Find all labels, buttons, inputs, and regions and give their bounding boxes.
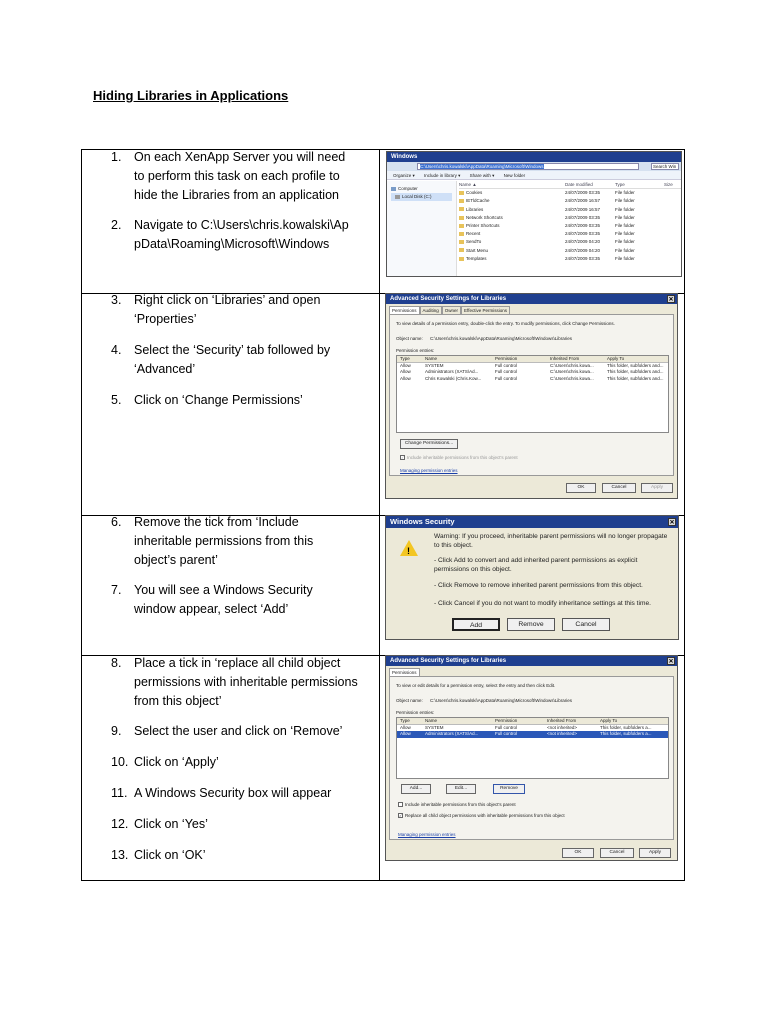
add-button[interactable]: Add... — [401, 784, 431, 794]
col-type[interactable]: Type — [615, 182, 625, 187]
file-list — [459, 181, 681, 276]
file-row[interactable]: Start Menu 24/07/2009 04:20 File folder — [459, 247, 681, 255]
file-row[interactable]: Recent 24/07/2009 03:35 File folder — [459, 230, 681, 238]
warning-text: Warning: If you proceed, inheritable parent permissions will no longer propagate to this object. — [434, 533, 668, 549]
include-library-menu[interactable]: Include in library ▾ — [424, 173, 461, 178]
folder-icon — [459, 207, 464, 211]
replace-child-permissions-checkbox[interactable]: ✓ Replace all child object permissions with inheritable permissions from this object — [399, 813, 565, 819]
close-icon[interactable]: ✕ — [668, 297, 674, 303]
share-with-menu[interactable]: Share with ▾ — [469, 173, 495, 178]
close-icon[interactable]: ✕ — [668, 659, 674, 665]
adv2-instruction: To view or edit details for a permission entry, select the entry and then click Edit. — [396, 683, 556, 688]
file-row[interactable]: Printer Shortcuts 24/07/2009 03:35 File folder — [459, 222, 681, 230]
explorer-toolbar — [387, 171, 681, 180]
ok-button[interactable]: OK — [566, 483, 596, 493]
search-input[interactable]: Search Win — [651, 163, 679, 170]
col-name[interactable]: Name ▲ — [459, 182, 477, 187]
permission-entries-label: Permission entries: — [396, 710, 435, 715]
explorer-screenshot — [386, 151, 682, 277]
include-inheritable-checkbox[interactable]: ✓ Include inheritable permissions from this object's parent — [401, 455, 518, 461]
advanced-security-screenshot — [385, 293, 678, 499]
organize-menu[interactable]: Organize ▾ — [393, 173, 415, 178]
folder-icon — [459, 240, 464, 244]
adv2-permission-table — [396, 717, 669, 779]
adv1-titlebar: Advanced Security Settings for Libraries ✕ — [386, 294, 677, 304]
nav-local-disk[interactable]: Local Disk (C:) — [391, 193, 452, 201]
cancel-button[interactable]: Cancel — [562, 618, 610, 631]
change-permissions-button[interactable]: Change Permissions... — [400, 439, 458, 449]
disk-icon — [395, 195, 400, 199]
warning-mark-icon: ! — [407, 546, 410, 556]
remove-button[interactable]: Remove — [507, 618, 555, 631]
checkbox-icon — [398, 802, 403, 807]
cancel-explanation: - Click Cancel if you do not want to modify inheritance settings at this time. — [434, 600, 651, 607]
table-row[interactable]: Allow Administrators (XATS\Ad... Full control <not inherited> This folder, subfolders a... — [397, 731, 668, 738]
file-row[interactable]: SendTo 24/07/2009 04:20 File folder — [459, 238, 681, 246]
permission-entries-label: Permission entries: — [396, 348, 435, 353]
object-name-value: C:\Users\chris.kowalski\AppData\Roaming\Microsoft\Windows\Libraries — [430, 336, 573, 341]
col-date[interactable]: Date modified — [565, 182, 593, 187]
file-row[interactable]: Network Shortcuts 24/07/2009 03:35 File folder — [459, 214, 681, 222]
navigation-pane — [387, 181, 457, 276]
file-row[interactable]: Templates 24/07/2009 03:35 File folder — [459, 255, 681, 263]
folder-icon — [459, 216, 464, 220]
tab-permissions[interactable]: Permissions — [389, 668, 420, 676]
adv1-tabs — [389, 306, 510, 314]
object-name-label: Object name: — [396, 698, 423, 703]
include-inheritable-checkbox[interactable]: Include inheritable permissions from this object's parent — [398, 802, 516, 807]
managing-permissions-link[interactable]: Managing permission entries — [400, 468, 458, 473]
file-row[interactable]: IETldCache 24/07/2009 16:57 File folder — [459, 197, 681, 205]
checkbox-icon: ✓ — [401, 455, 405, 461]
address-field[interactable]: C:\Users\chris.kowalski\AppData\Roaming\Microsoft\Windows — [417, 163, 639, 170]
file-list-header — [459, 181, 681, 189]
object-name-value: C:\Users\chris.kowalski\AppData\Roaming\Microsoft\Windows\Libraries — [430, 698, 573, 703]
ok-button[interactable]: OK — [562, 848, 594, 858]
table-header: Type Name Permission Inherited From Apply To — [397, 356, 668, 363]
new-folder-button[interactable]: New folder — [503, 173, 526, 178]
adv2-panel — [389, 676, 674, 840]
cancel-button[interactable]: Cancel — [602, 483, 636, 493]
remove-explanation: - Click Remove to remove inherited parent permissions from this object. — [434, 582, 643, 589]
cancel-button[interactable]: Cancel — [600, 848, 634, 858]
windows-security-screenshot — [385, 515, 679, 640]
object-name-label: Object name: — [396, 336, 423, 341]
table-header: Type Name Permission Inherited From Apply To — [397, 718, 668, 725]
folder-icon — [459, 199, 464, 203]
edit-button[interactable]: Edit... — [446, 784, 476, 794]
winsec-titlebar: Windows Security ✕ — [386, 516, 678, 528]
tab-permissions[interactable]: Permissions — [389, 306, 420, 314]
tab-effective-permissions[interactable]: Effective Permissions — [461, 306, 510, 314]
apply-button[interactable]: Apply — [641, 483, 673, 493]
table-row[interactable]: Allow Chris Kowalski (Chris.Kow... Full control C:\Users\chris.kowa... This folder, subfolders and... — [400, 375, 664, 381]
folder-icon — [459, 224, 464, 228]
table-row[interactable]: Allow Administrators (XATS\Ad... Full control C:\Users\chris.kowa... This folder, subfolders and... — [400, 369, 664, 374]
close-icon[interactable]: ✕ — [669, 520, 675, 526]
advanced-security-2-screenshot — [385, 655, 678, 861]
file-row[interactable]: Libraries 24/07/2009 16:57 File folder — [459, 206, 681, 214]
adv1-permission-table — [396, 355, 669, 433]
table-row[interactable]: Allow SYSTEM Full control <not inherited> This folder, subfolders a... — [400, 724, 652, 730]
managing-permissions-link[interactable]: Managing permission entries — [398, 832, 456, 837]
file-row[interactable]: Cookies 24/07/2009 03:35 File folder — [459, 189, 681, 197]
folder-icon — [459, 191, 464, 195]
folder-icon — [459, 248, 464, 252]
folder-icon — [459, 232, 464, 236]
adv1-panel — [389, 314, 674, 476]
remove-button[interactable]: Remove — [493, 784, 525, 794]
add-explanation: - Click Add to convert and add inherited parent permissions as explicit permissions on this object. — [434, 557, 638, 573]
tab-owner[interactable]: Owner — [442, 306, 461, 314]
table-row[interactable]: Allow SYSTEM Full control C:\Users\chris.kowa... This folder, subfolders and... — [400, 362, 664, 368]
document-title: Hiding Libraries in Applications — [93, 88, 289, 103]
adv1-instruction: To view details of a permission entry, double-click the entry. To modify permissions, click Change Permissions. — [396, 321, 615, 326]
apply-button[interactable]: Apply — [639, 848, 671, 858]
col-size[interactable]: Size — [664, 182, 673, 187]
adv2-tabs — [389, 668, 420, 676]
explorer-titlebar: Windows — [387, 152, 681, 162]
computer-icon — [391, 187, 396, 191]
adv2-titlebar: Advanced Security Settings for Libraries ✕ — [386, 656, 677, 666]
nav-computer[interactable]: Computer — [391, 185, 452, 193]
add-button[interactable]: Add — [452, 618, 500, 631]
tab-auditing[interactable]: Auditing — [420, 306, 442, 314]
checkbox-checked-icon: ✓ — [399, 813, 403, 819]
folder-icon — [459, 257, 464, 261]
address-bar — [387, 162, 681, 171]
